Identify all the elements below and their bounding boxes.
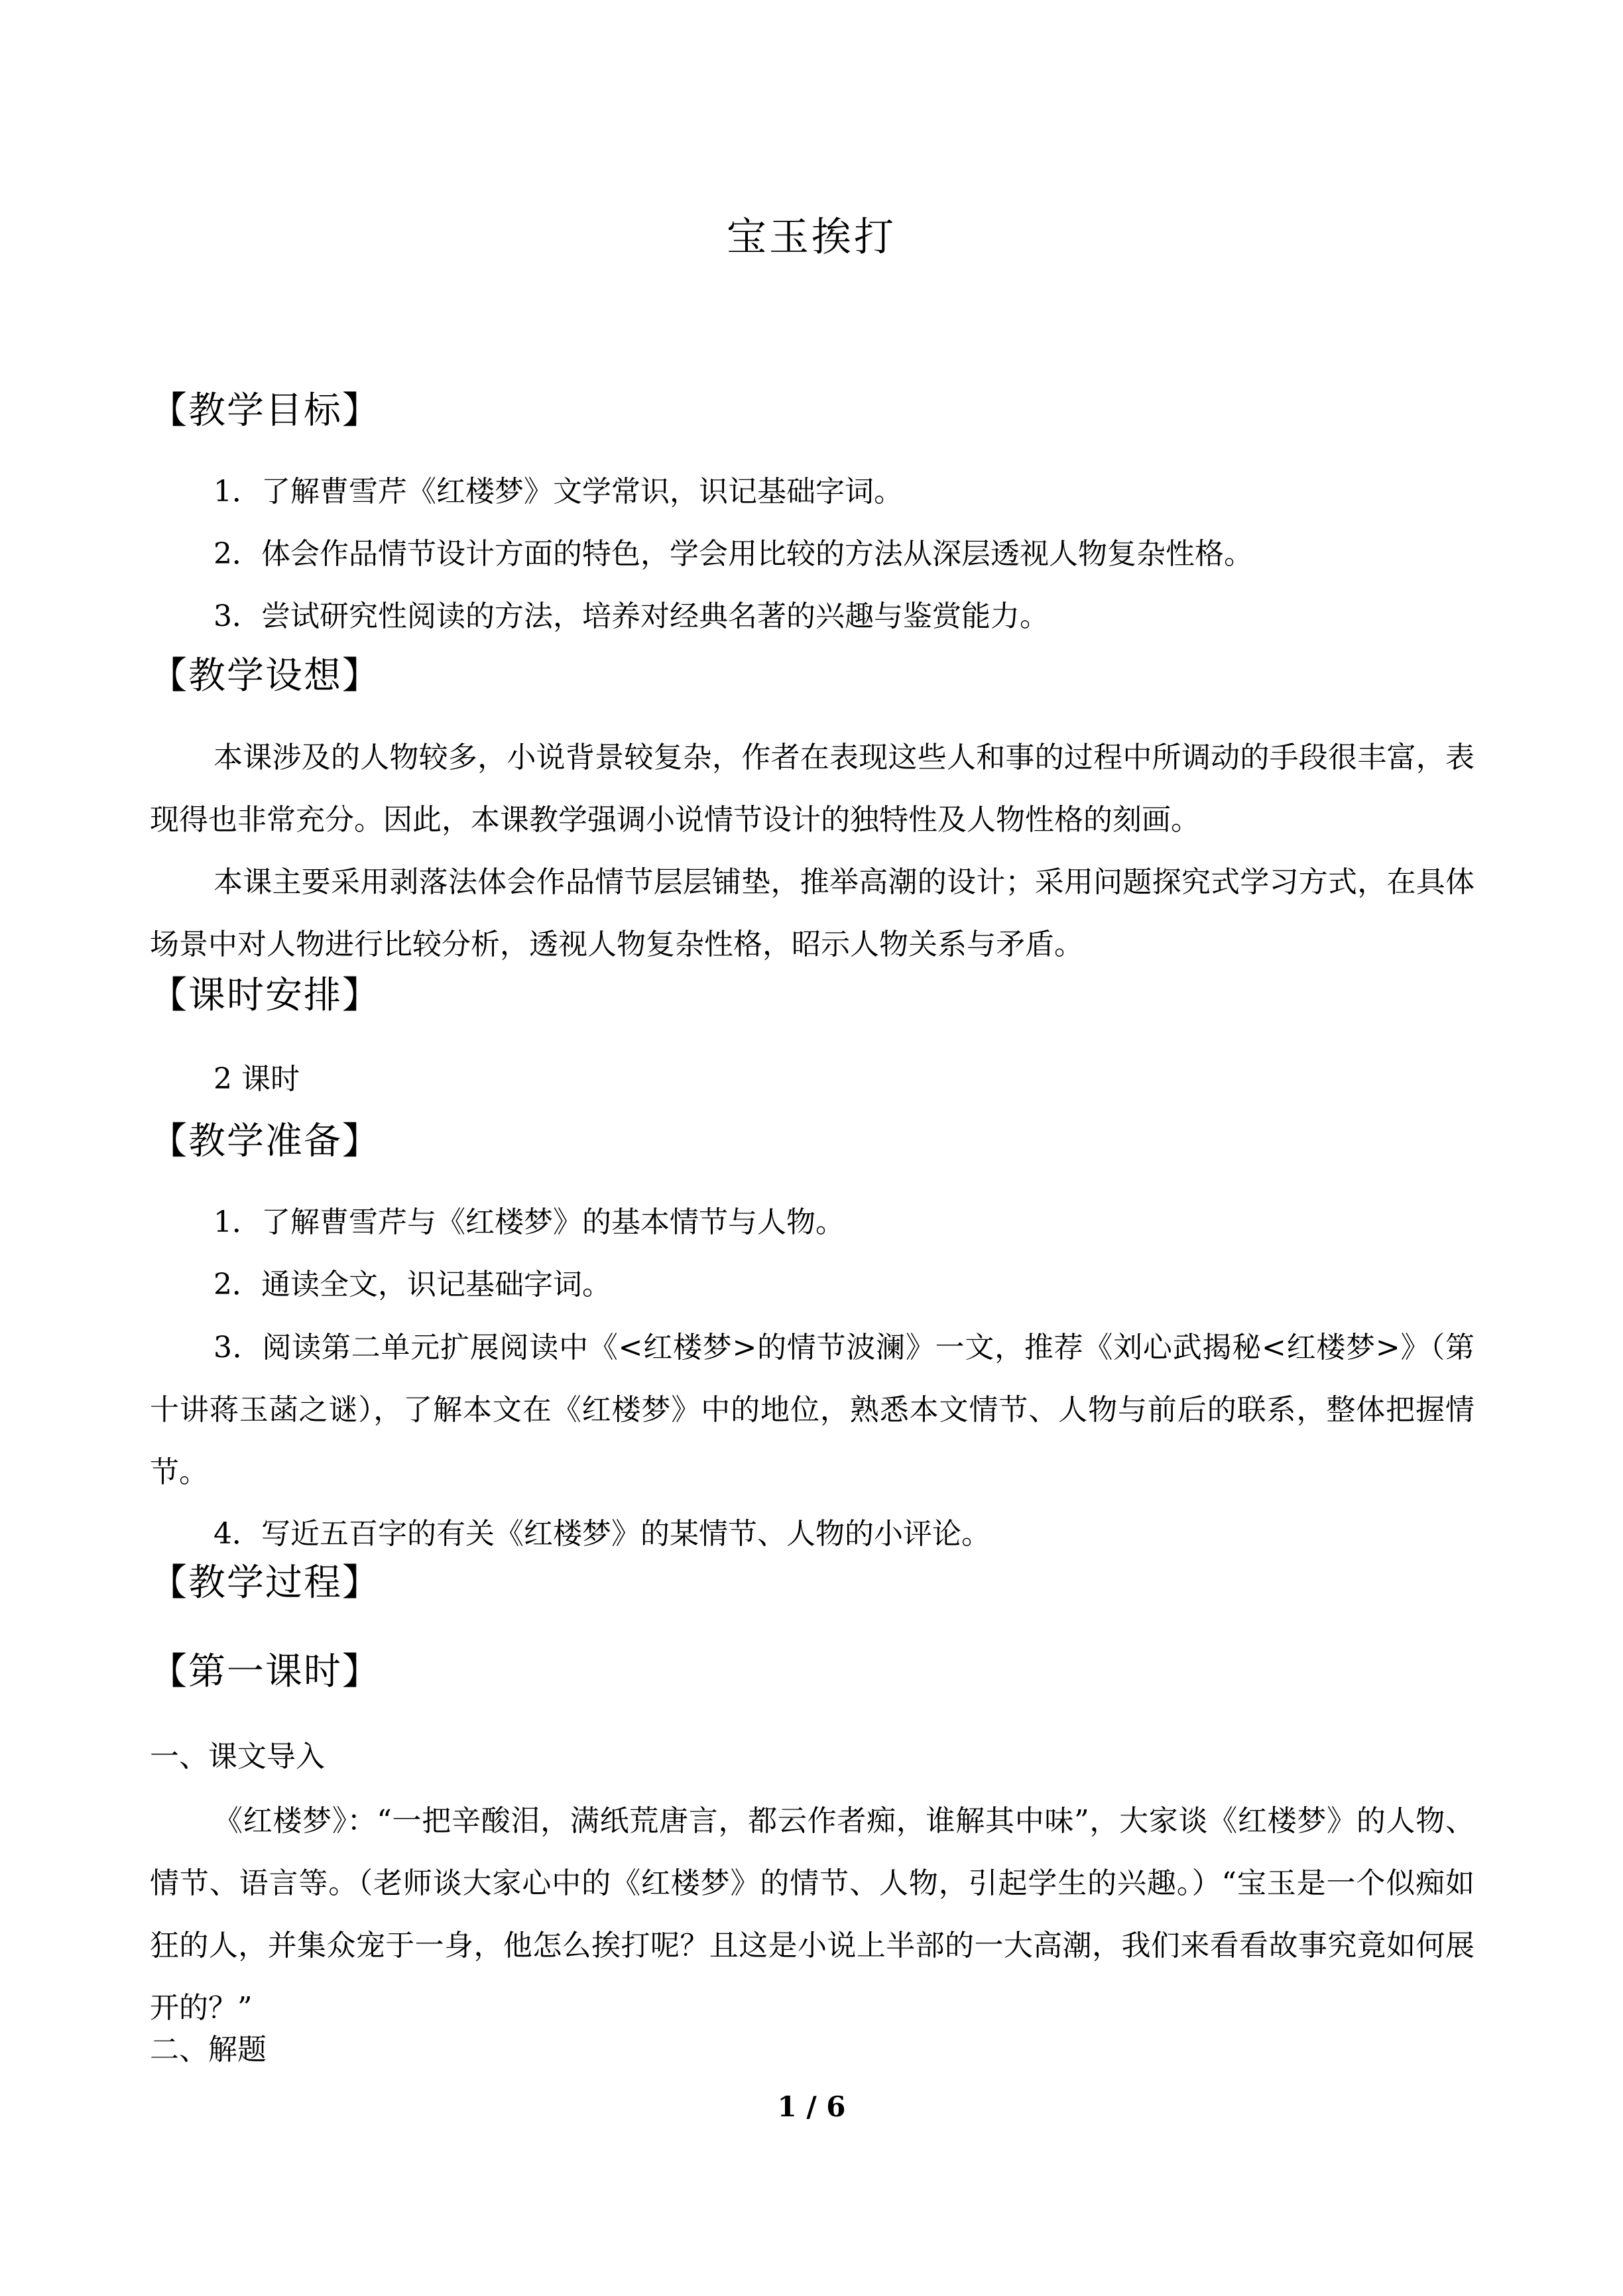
heading-lesson-1: 【第一课时】 xyxy=(150,1650,381,1693)
document-title: 宝玉挨打 xyxy=(727,214,896,261)
heading-schedule: 【课时安排】 xyxy=(150,974,381,1017)
heading-concept: 【教学设想】 xyxy=(150,654,381,697)
objective-item-3: 3．尝试研究性阅读的方法，培养对经典名著的兴趣与鉴赏能力。 xyxy=(213,599,1049,633)
preparation-item-2: 2．通读全文，识记基础字词。 xyxy=(213,1268,611,1301)
concept-paragraph-2: 本课主要采用剥落法体会作品情节层层铺垫，推举高潮的设计；采用问题探究式学习方式，在具体场景中对人物进行比较分析，透视人物复杂性格，昭示人物关系与矛盾。 xyxy=(150,865,1474,961)
lesson1-part1-text: 《红楼梦》：“一把辛酸泪，满纸荒唐言，都云作者痴，谁解其中味”，大家谈《红楼梦》的人物、情节、语言等。（老师谈大家心中的《红楼梦》的情节、人物，引起学生的兴趣。）“宝玉是一个似痴如狂的人，并集众宠于一身，他怎么挨打呢？且这是小说上半部的一大高潮，我们来看看故事究竟如何展开的？” xyxy=(150,1804,1475,2025)
preparation-item-3: 3．阅读第二单元扩展阅读中《<红楼梦>的情节波澜》一文，推荐《刘心武揭秘<红楼梦>》（第十讲蒋玉菡之谜），了解本文在《红楼梦》中的地位，熟悉本文情节、人物与前后的联系，整体把握情节。 xyxy=(150,1331,1474,1489)
heading-objectives: 【教学目标】 xyxy=(150,389,381,432)
schedule-text: 2 课时 xyxy=(213,1062,300,1096)
page-number: 1 / 6 xyxy=(777,2090,846,2123)
heading-preparation: 【教学准备】 xyxy=(150,1120,381,1163)
objective-item-2: 2．体会作品情节设计方面的特色，学会用比较的方法从深层透视人物复杂性格。 xyxy=(213,537,1253,571)
lesson1-part1-title: 一、课文导入 xyxy=(150,1740,325,1774)
preparation-item-1: 1．了解曹雪芹与《红楼梦》的基本情节与人物。 xyxy=(213,1205,845,1239)
preparation-item-4: 4．写近五百字的有关《红楼梦》的某情节、人物的小评论。 xyxy=(213,1517,991,1551)
concept-paragraph-1: 本课涉及的人物较多，小说背景较复杂，作者在表现这些人和事的过程中所调动的手段很丰富，表现得也非常充分。因此，本课教学强调小说情节设计的独特性及人物性格的刻画。 xyxy=(150,741,1474,837)
heading-process: 【教学过程】 xyxy=(150,1561,381,1604)
lesson1-part2-title: 二、解题 xyxy=(150,2033,267,2067)
objective-item-1: 1．了解曹雪芹《红楼梦》文学常识，识记基础字词。 xyxy=(213,475,903,509)
